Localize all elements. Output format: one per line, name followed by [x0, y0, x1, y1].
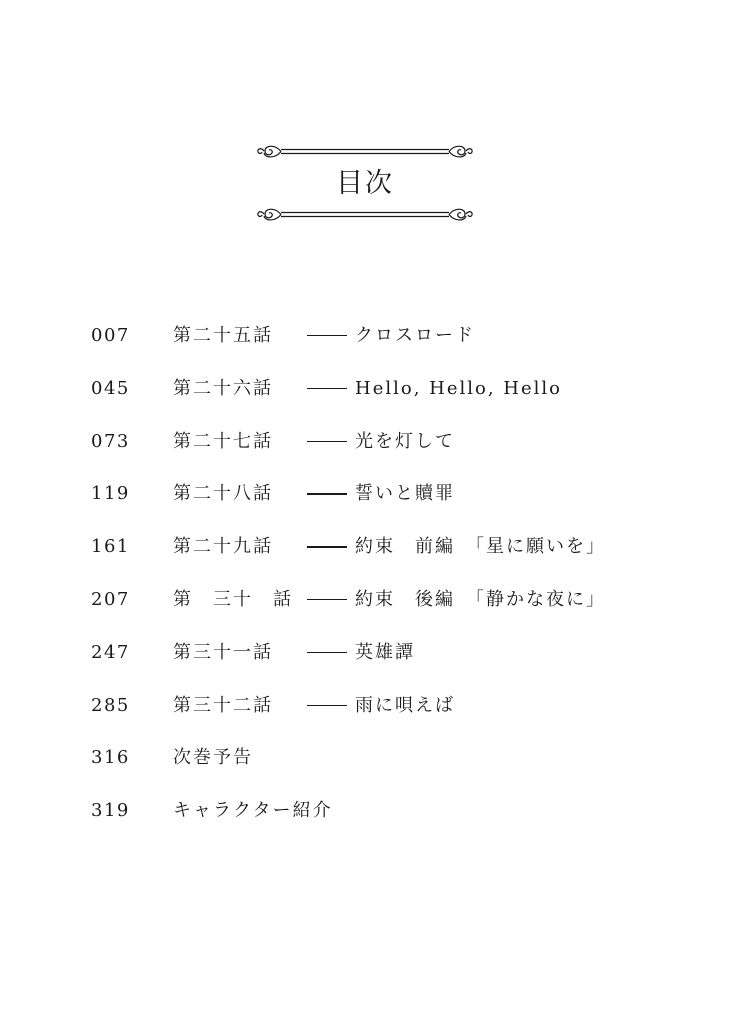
chapter-label: 第二十六話 — [173, 377, 273, 399]
toc-entry-073[interactable] — [0, 424, 730, 477]
toc-entry-007[interactable] — [0, 318, 730, 371]
page-number: 207 — [91, 588, 130, 610]
chapter-label: 第三十二話 — [173, 694, 273, 716]
table-of-contents — [0, 318, 730, 846]
em-dash-separator — [307, 493, 347, 494]
toc-entry-207[interactable] — [0, 582, 730, 635]
chapter-label: 第二十七話 — [173, 430, 273, 452]
chapter-label: 次巻予告 — [173, 747, 253, 769]
chapter-label: キャラクター紹介 — [173, 800, 333, 822]
toc-entry-247[interactable] — [0, 635, 730, 688]
chapter-subtitle: 約束 後編 「静かな夜に」 — [355, 588, 606, 610]
chapter-subtitle: Hello, Hello, Hello — [355, 377, 562, 399]
chapter-subtitle: 雨に唄えば — [355, 694, 455, 716]
page-number: 073 — [91, 430, 130, 452]
chapter-subtitle: 英雄譚 — [355, 641, 415, 663]
chapter-subtitle: 約束 前編 「星に願いを」 — [355, 536, 606, 558]
bottom-ornament-divider — [255, 204, 475, 224]
em-dash-separator — [307, 705, 347, 706]
toc-entry-319[interactable] — [0, 793, 730, 846]
chapter-label: 第二十九話 — [173, 536, 273, 558]
toc-entry-316[interactable] — [0, 740, 730, 793]
toc-entry-285[interactable] — [0, 688, 730, 741]
em-dash-separator — [307, 599, 347, 600]
page-number: 247 — [91, 641, 130, 663]
page-number: 045 — [91, 377, 130, 399]
chapter-label: 第 三十 話 — [173, 588, 293, 610]
toc-entry-119[interactable] — [0, 476, 730, 529]
em-dash-separator — [307, 335, 347, 336]
chapter-label: 第二十八話 — [173, 483, 273, 505]
chapter-subtitle: クロスロード — [355, 325, 475, 346]
em-dash-separator — [307, 546, 347, 547]
chapter-label: 第三十一話 — [173, 641, 273, 663]
toc-entry-161[interactable] — [0, 529, 730, 582]
page-number: 285 — [91, 694, 130, 716]
page-number: 161 — [91, 536, 130, 558]
toc-entry-045[interactable] — [0, 371, 730, 424]
em-dash-separator — [307, 652, 347, 653]
page-number: 119 — [91, 483, 130, 505]
em-dash-separator — [307, 388, 347, 389]
page-number: 007 — [91, 325, 130, 346]
page-title: 目次 — [336, 168, 394, 199]
page-number: 316 — [91, 747, 130, 769]
chapter-label: 第二十五話 — [173, 325, 273, 346]
chapter-subtitle: 誓いと贖罪 — [355, 483, 455, 505]
page-number: 319 — [91, 800, 130, 822]
top-ornament-divider — [255, 141, 475, 161]
chapter-subtitle: 光を灯して — [355, 430, 455, 452]
em-dash-separator — [307, 441, 347, 442]
